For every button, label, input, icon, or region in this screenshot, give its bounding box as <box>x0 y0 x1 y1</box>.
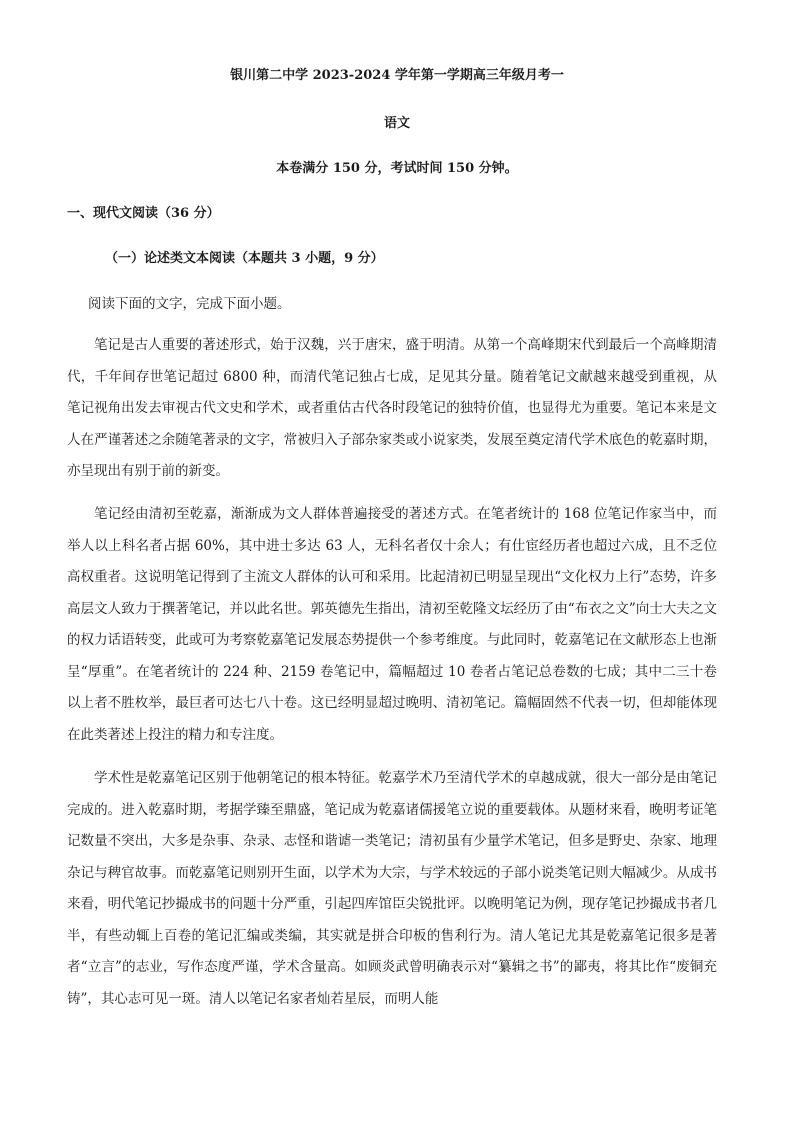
subject-title: 语文 <box>383 116 410 131</box>
exam-title: 银川第二中学 2023-2024 学年第一学期高三年级月考一 <box>230 68 564 83</box>
exam-info: 本卷满分 150 分，考试时间 150 分钟。 <box>276 161 518 176</box>
paragraph-1: 笔记是古人重要的著述形式，始于汉魏，兴于唐宋，盛于明清。从第一个高峰期宋代到最后一个高峰期清代，千年间存世笔记超过 6800 种，而清代笔记独占七成，足见其分量。随着笔记文献越来越受到重视，从笔记视角出发去审视古代文史和学术，或者重估古代各时段笔记的独特价值，也显得尤为重要。笔记本来是文人在严谨著述之余随笔著录的文字，常被归入子部杂家类或小说家类，发展至奠定清代学术底色的乾嘉时期，亦呈现出有别于前的新变。 <box>67 337 717 479</box>
paragraph-2: 笔记经由清初至乾嘉，渐渐成为文人群体普遍接受的著述方式。在笔者统计的 168 位笔记作家当中，而举人以上科名者占据 60%，其中进士多达 63 人，无科名者仅十余人；有仕宦经历者也超过六成，且不乏位高权重者。这说明笔记得到了主流文人群体的认可和采用。比起清初已明显呈现出“文化权力上行”态势，许多高层文人致力于撰著笔记，并以此名世。郭英德先生指出，清初至乾隆文坛经历了由“布衣之文”向士大夫之文的权力话语转变，此或可为考察乾嘉笔记发展态势提供一个参考维度。与此同时，乾嘉笔记在文献形态上也渐呈“厚重”。在笔者统计的 224 种、2159 卷笔记中，篇幅超过 10 卷者占笔记总卷数的七成；其中二三十卷以上者不胜枚举，最巨者可达七八十卷。这已经明显超过晚明、清初笔记。篇幅固然不代表一切，但却能体现在此类著述上投注的精力和专注度。 <box>67 506 717 743</box>
paragraph-3: 学术性是乾嘉笔记区别于他朝笔记的根本特征。乾嘉学术乃至清代学术的卓越成就，很大一部分是由笔记完成的。进入乾嘉时期，考据学臻至鼎盛，笔记成为乾嘉诸儒援笔立说的重要载体。从题材来看，晚明考证笔记数量不突出，大多是杂事、杂录、志怪和谐谑一类笔记；清初虽有少量学术笔记，但多是野史、杂家、地理杂记与稗官故事。而乾嘉笔记则别开生面，以学术为大宗，与学术较远的子部小说类笔记则大幅减少。从成书来看，明代笔记抄撮成书的问题十分严重，引起四库馆臣尖锐批评。以晚明笔记为例，现存笔记抄撮成书者几半，有些动辄上百卷的笔记汇编或类编，其实就是拼合印板的售利行为。清人笔记尤其是乾嘉笔记很多是著者“立言”的志业，写作态度严谨，学术含量高。如顾炎武曾明确表示对“纂辑之书”的鄙夷，将其比作“废铜充铸”，其心志可见一斑。清人以笔记名家者灿若星辰，而明人能 <box>67 770 717 1007</box>
section-heading: 一、现代文阅读（36 分） <box>67 206 220 221</box>
reading-instruction: 阅读下面的文字，完成下面小题。 <box>88 296 291 312</box>
sub-section-heading: （一）论述类文本阅读（本题共 3 小题，9 分） <box>105 251 384 266</box>
